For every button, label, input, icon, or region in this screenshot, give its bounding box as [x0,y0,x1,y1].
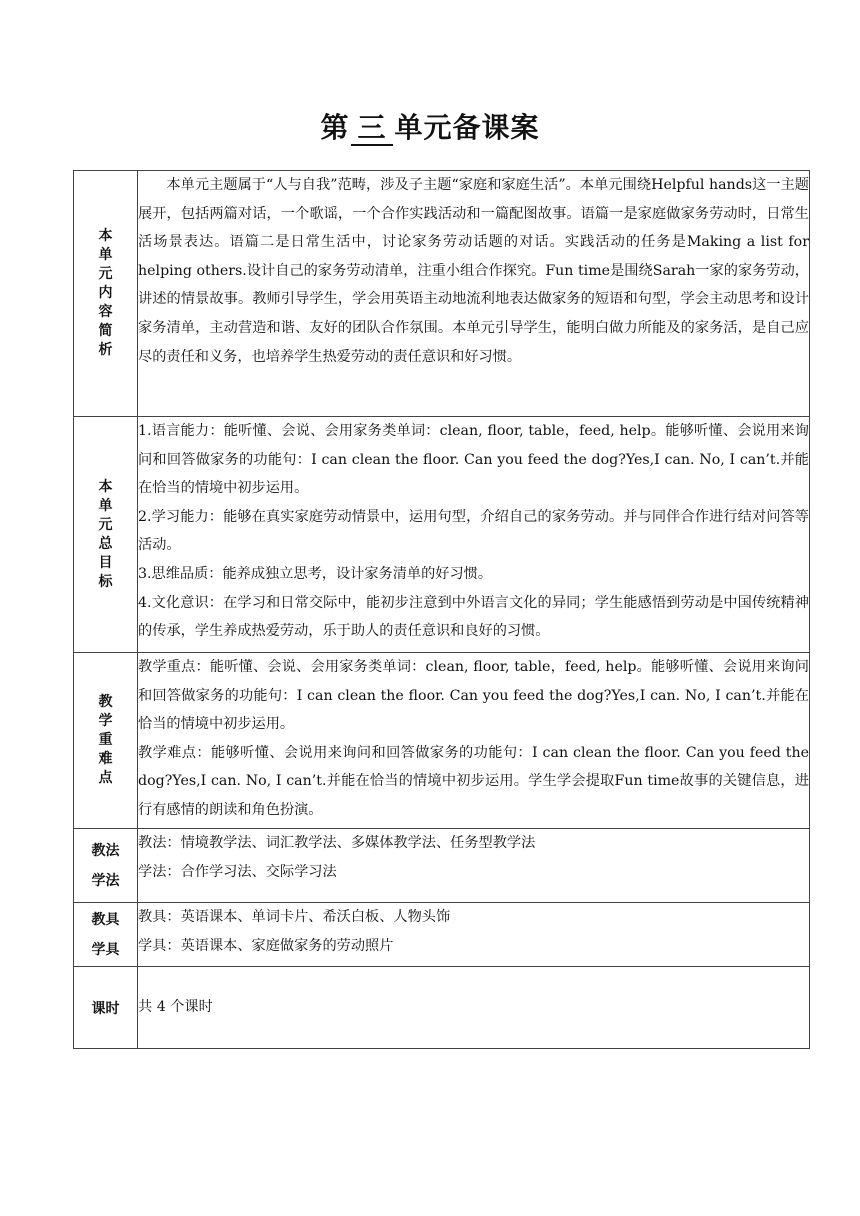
difficult-point: 教学难点：能够听懂、会说用来询问和回答做家务的功能句：I can clean the floor. Can you feed the dog?Yes,I can. No, I can’t.并能在恰当的情境中初步运用。学生学会提取Fun time故事的关键信息，进行有感情的朗读和角色扮演。 [138,744,809,818]
row-label-text: 本单元内容简析 [98,228,113,358]
row-label-text: 本单元总目标 [98,478,113,590]
title-suffix: 单元备课案 [394,111,540,144]
goal-culture: 4.文化意识：在学习和日常交际中，能初步注意到中外语言文化的异同；学生能感悟到劳动是中国传统精神的传承，学生养成热爱劳动，乐于助人的责任意识和良好的习惯。 [138,594,809,640]
label-learning-aids: 学具 [91,941,120,958]
goal-learning: 2.学习能力：能够在真实家庭劳动情景中，运用句型，介绍自己的家务劳动。并与同伴合作进行结对问答等活动。 [138,508,809,554]
table-row-materials [74,903,810,967]
table-row-key-points [74,653,810,829]
teaching-methods: 教法：情境教学法、词汇教学法、多媒体教学法、任务型教学法 [138,835,536,851]
row-content-key-points [138,653,810,829]
label-teaching-aids: 教具 [91,911,120,928]
row-label-materials [74,903,138,967]
learning-aids: 学具：英语课本、家庭做家务的劳动照片 [138,937,394,954]
row-label-methods [74,829,138,903]
table-row-class-hours [74,967,810,1049]
label-teaching-method: 教法 [91,842,120,859]
row-content-overview [138,171,810,417]
learning-methods: 学法：合作学习法、交际学习法 [138,863,337,880]
teaching-aids: 教具：英语课本、单词卡片、希沃白板、人物头饰 [138,909,451,925]
label-learning-method: 学法 [91,872,120,889]
table-row-methods [74,829,810,903]
row-label-content-overview [74,171,138,417]
row-label-key-points [74,653,138,829]
row-label-unit-goals [74,417,138,653]
title-unit-number: 三 [351,112,392,146]
row-content-materials [138,903,810,967]
row-content-unit-goals [138,417,810,653]
goal-thinking: 3.思维品质：能养成独立思考，设计家务清单的好习惯。 [138,565,493,582]
lesson-plan-table [73,170,810,1049]
page-title [0,108,860,148]
row-content-methods [138,829,810,903]
table-row-content-overview [74,171,810,417]
row-label-text: 教学重难点 [98,694,113,786]
key-point: 教学重点：能听懂、会说、会用家务类单词：clean, floor, table，feed, help。能够听懂、会说用来询问和回答做家务的功能句：I can clean the floor. Can you feed the dog?Yes,I can. No, I can’t.并能在恰当的情境中初步运用。 [138,659,809,733]
row-label-text: 课时 [91,1000,120,1017]
overview-paragraph: 本单元主题属于“人与自我”范畴，涉及子主题“家庭和家庭生活”。本单元围绕Helpful hands这一主题展开，包括两篇对话，一个歌谣，一个合作实践活动和一篇配图故事。语篇一是家庭做家务劳动时，日常生活场景表达。语篇二是日常生活中，讨论家务劳动话题的对话。实践活动的任务是Making a list for helping others.设计自己的家务劳动清单，注重小组合作探究。Fun time是围绕Sarah一家的家务劳动，讲述的情景故事。教师引导学生，学会用英语主动地流利地表达做家务的短语和句型，学会主动思考和设计家务清单，主动营造和谐、友好的团队合作氛围。本单元引导学生，能明白做力所能及的家务活，是自己应尽的责任和义务，也培养学生热爱劳动的责任意识和好习惯。 [138,177,809,365]
goal-language: 1.语言能力：能听懂、会说、会用家务类单词：clean, floor, table，feed, help。能够听懂、会说用来询问和回答做家务的功能句：I can clean the floor. Can you feed the dog?Yes,I can. No, I can’t.并能在恰当的情境中初步运用。 [138,423,809,497]
row-content-class-hours [138,967,810,1049]
table-row-unit-goals [74,417,810,653]
title-prefix: 第 [320,111,350,144]
class-hours-value: 共 4 个课时 [138,999,213,1016]
row-label-class-hours [74,967,138,1049]
